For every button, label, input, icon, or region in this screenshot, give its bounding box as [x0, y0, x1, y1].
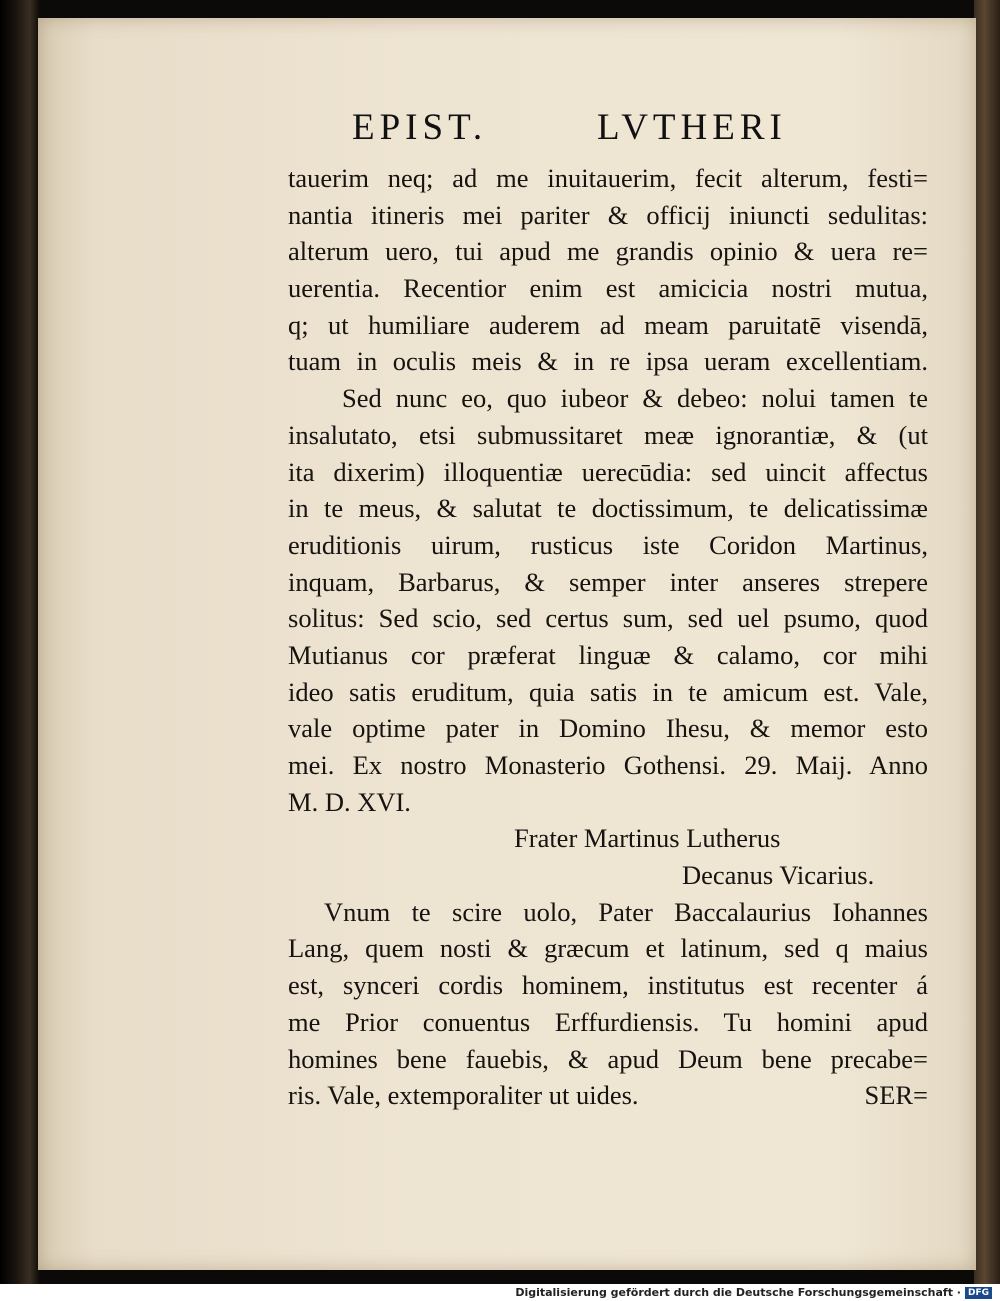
- date-line: M. D. XVI.: [288, 786, 411, 817]
- text-line: eruditionis uirum, rusticus iste Coridon Martinus,: [288, 529, 928, 560]
- credit-text: Digitalisierung gefördert durch die Deutsche Forschungsgemeinschaft ·: [515, 1286, 961, 1299]
- postscript-line: homines bene fauebis, & apud Deum bene precabe=: [288, 1043, 928, 1074]
- text-line: nantia itineris mei pariter & officij iniuncti sedulitas:: [288, 199, 928, 230]
- letter-text: [288, 160, 928, 1114]
- text-line: Mutianus cor præferat linguæ & calamo, cor mihi: [288, 639, 928, 670]
- postscript-line: me Prior conuentus Erffurdiensis. Tu homini apud: [288, 1006, 928, 1037]
- dfg-logo: DFG: [965, 1287, 992, 1299]
- text-line: in te meus, & salutat te doctissimum, te delicatissimæ: [288, 493, 928, 524]
- digitization-credit: [515, 1284, 992, 1301]
- postscript-line: Vnum te scire uolo, Pater Baccalaurius Iohannes: [324, 896, 928, 927]
- text-line: tauerim neq; ad me inuitauerim, fecit alterum, festi=: [288, 163, 928, 193]
- signature-name: Frater Martinus Lutherus: [514, 823, 781, 854]
- running-head: [0, 106, 1000, 156]
- text-line: vale optime pater in Domino Ihesu, & memor esto: [288, 713, 928, 744]
- book-gutter: [0, 0, 40, 1284]
- running-head-left: EPIST.: [352, 107, 488, 148]
- text-line: Sed nunc eo, quo iubeor & debeo: nolui tamen te: [342, 383, 928, 414]
- text-line: insalutato, etsi submussitaret meæ ignorantiæ, & (ut: [288, 419, 928, 450]
- postscript-closing: ris. Vale, extemporaliter ut uides.: [288, 1080, 639, 1111]
- postscript-line: Lang, quem nosti & græcum et latinum, sed q maius: [288, 933, 928, 964]
- text-line: alterum uero, tui apud me grandis opinio & uera re=: [288, 236, 928, 267]
- running-head-right: LVTHERI: [597, 107, 787, 148]
- text-line: solitus: Sed scio, sed certus sum, sed uel psumo, quod: [288, 603, 928, 634]
- postscript-last-line: [288, 1077, 928, 1114]
- text-line: ita dixerim) illoquentiæ uerecūdia: sed uincit affectus: [288, 456, 928, 487]
- text-line: tuam in oculis meis & in re ipsa ueram excellentiam.: [288, 346, 928, 377]
- catchword: SER=: [864, 1080, 928, 1111]
- page-fore-edge: [974, 0, 1000, 1284]
- text-line: mei. Ex nostro Monasterio Gothensi. 29. Maij. Anno: [288, 750, 928, 780]
- text-line: q; ut humiliare auderem ad meam paruitatē visendā,: [288, 309, 928, 340]
- text-line: uerentia. Recentior enim est amicicia nostri mutua,: [288, 273, 928, 304]
- text-line: inquam, Barbarus, & semper inter anseres strepere: [288, 566, 928, 597]
- postscript-line: est, synceri cordis hominem, institutus est recenter á: [288, 970, 928, 1001]
- signature-title: Decanus Vicarius.: [682, 860, 875, 891]
- text-line: ideo satis eruditum, quia satis in te amicum est. Vale,: [288, 676, 928, 707]
